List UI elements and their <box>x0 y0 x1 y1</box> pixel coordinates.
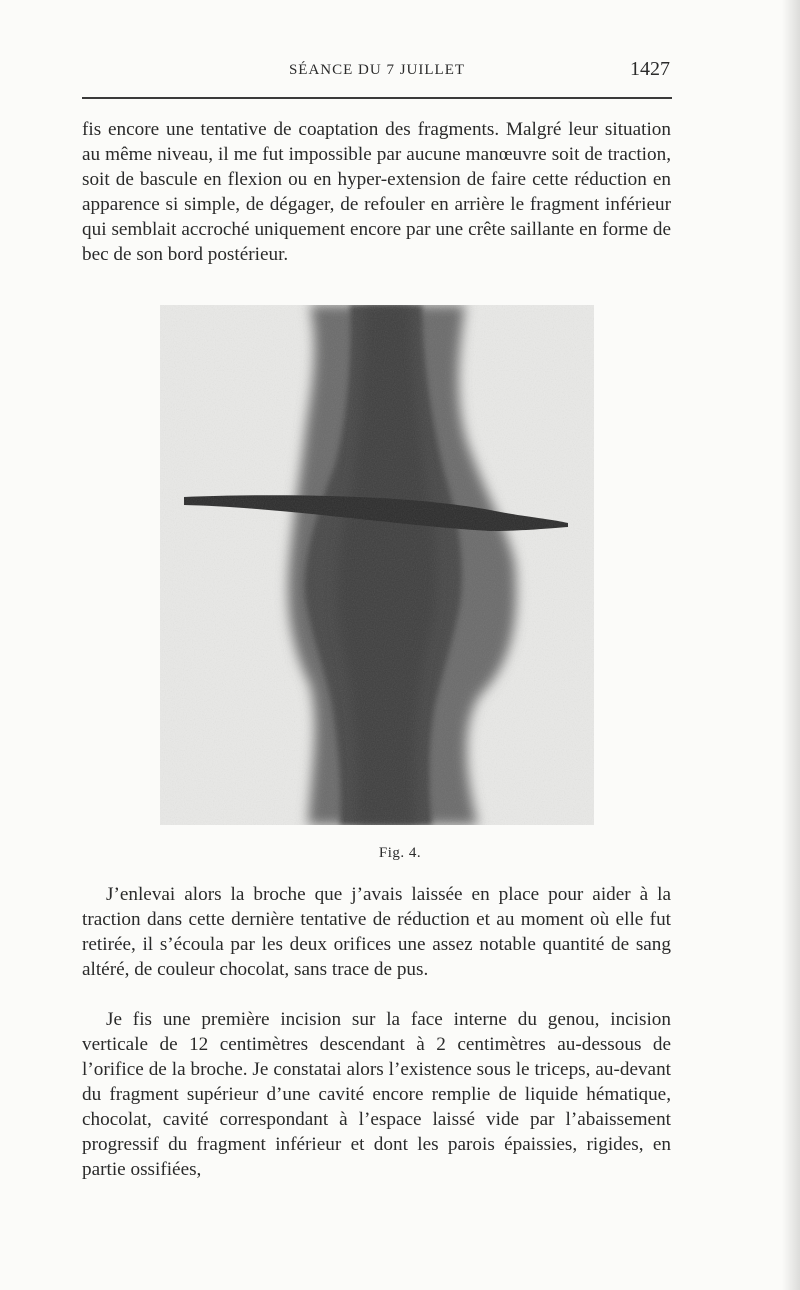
page-header <box>82 60 672 90</box>
xray-image <box>160 305 594 825</box>
paragraph-2: J’enlevai alors la broche que j’avais laissée en place pour aider à la traction dans cette dernière tentative de réduction et au moment où elle fut retirée, il s’écoula par les deux orifices une assez notable quantité de sang altéré, de couleur chocolat, sans trace de pus. <box>82 884 671 980</box>
film-grain <box>160 305 594 825</box>
header-rule <box>82 97 672 99</box>
paragraph-3: Je fis une première incision sur la face interne du genou, incision verticale de 12 centimètres descendant à 2 centimètres au-dessous de l’orifice de la broche. Je constatai alors l’existence sous le triceps, au-devant du fragment supérieur d’une cavité encore remplie de liquide hématique, chocolat, cavité correspondant à l’espace laissé vide par l’abaissement progressif du fragment inférieur et dont les parois épaissies, rigides, en partie ossifiées, <box>82 1009 671 1180</box>
figure-caption: Fig. 4. <box>378 845 422 861</box>
figure-xray <box>160 305 594 825</box>
page-edge-shadow <box>782 0 800 1290</box>
page-number: 1427 <box>630 58 670 80</box>
running-head: SÉANCE DU 7 JUILLET <box>288 62 466 78</box>
paragraph-1: fis encore une tentative de coaptation des fragments. Malgré leur situation au même niveau, il me fut impossible par aucune manœuvre soit de traction, soit de bascule en flexion ou en hyper-extension de faire cette réduction en apparence si simple, de dégager, de refouler en arrière le fragment inférieur qui semblait accroché uniquement encore par une crête saillante en forme de bec de son bord postérieur. <box>82 119 671 265</box>
